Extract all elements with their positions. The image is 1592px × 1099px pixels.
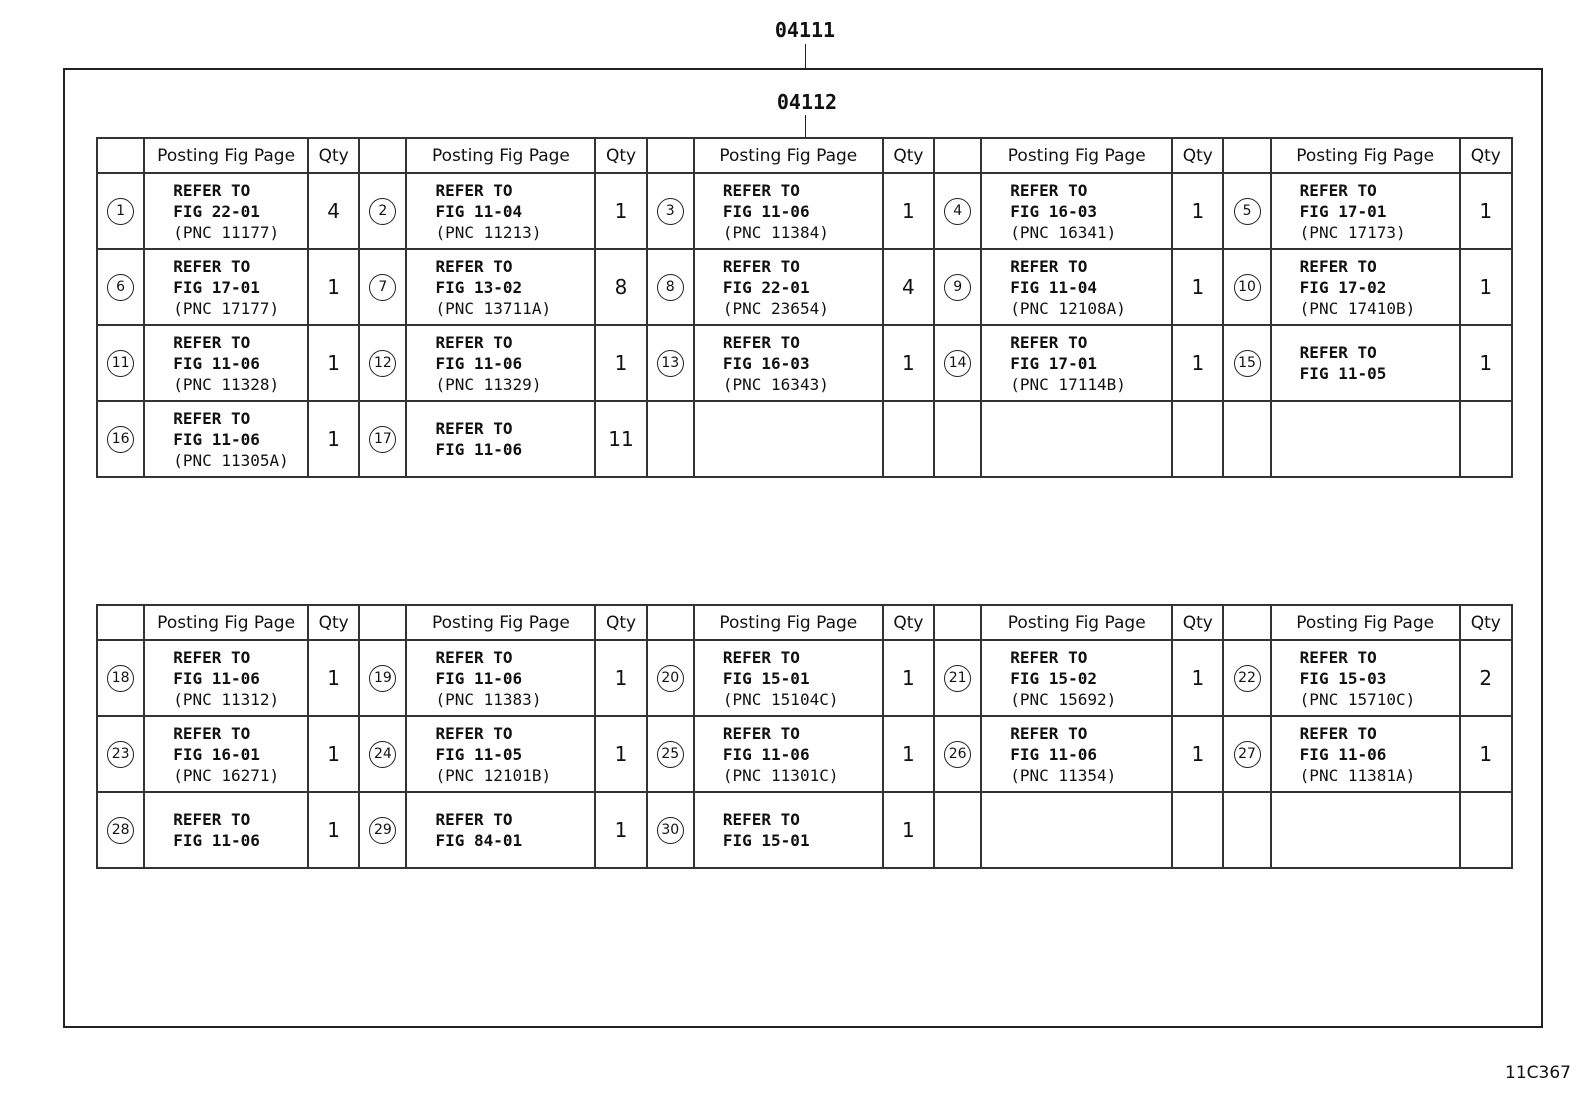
assembly-code: 04111 [774,18,836,42]
fig-reference: FIG 11-06 [435,353,523,373]
refer-to-text: REFER TO [722,810,800,829]
qty-cell [1172,792,1223,868]
pnc-number: (PNC 23654) [722,298,829,318]
posting-fig-page-cell [694,401,883,477]
fig-reference: FIG 11-06 [173,429,260,449]
pnc-number: (PNC 11329) [435,374,542,394]
circled-ref-number: 23 [107,741,134,768]
qty-cell: 1 [883,716,934,792]
posting-fig-page-cell [406,792,595,868]
refer-to-text: REFER TO [435,256,513,276]
pnc-number: (PNC 17177) [173,298,280,318]
fig-reference: FIG 17-01 [1010,353,1097,373]
fig-reference: FIG 22-01 [722,277,810,297]
ref-number-cell [934,249,981,325]
ref-number-cell [934,325,981,401]
refer-to-text: REFER TO [1299,180,1377,200]
table-row [97,249,1512,325]
qty-cell: 1 [883,640,934,716]
posting-fig-page-cell [406,325,595,401]
refer-to-text: REFER TO [435,419,513,438]
ref-number-cell [1223,640,1270,716]
refer-to-text: REFER TO [1299,343,1377,362]
qty-cell: 1 [883,325,934,401]
ref-number-cell [934,716,981,792]
ref-number-cell [647,716,694,792]
header-posting-fig-page: Posting Fig Page [694,605,883,640]
header-posting-fig-page: Posting Fig Page [981,138,1172,173]
header-qty: Qty [1460,138,1512,173]
circled-ref-number: 10 [1234,274,1261,301]
header-posting-fig-page: Posting Fig Page [406,138,595,173]
qty-cell: 1 [308,640,359,716]
refer-to-text: REFER TO [1010,256,1088,276]
posting-fig-page-cell [981,401,1172,477]
pnc-number: (PNC 16341) [1010,222,1117,242]
refer-to-text: REFER TO [435,723,513,743]
header-ref-number-blank [97,138,144,173]
qty-cell: 1 [883,173,934,249]
fig-reference: FIG 22-01 [173,201,260,221]
qty-cell: 11 [595,401,646,477]
header-qty: Qty [1460,605,1512,640]
pnc-number: (PNC 11312) [173,689,280,709]
ref-number-cell [647,249,694,325]
qty-cell: 1 [1172,173,1223,249]
header-ref-number-blank [359,138,406,173]
qty-cell: 4 [308,173,359,249]
qty-cell: 1 [883,792,934,868]
ref-number-cell [97,249,144,325]
posting-fig-page-cell [1271,716,1460,792]
ref-number-cell [1223,325,1270,401]
pnc-number: (PNC 11177) [173,222,280,242]
qty-cell [1460,401,1512,477]
pnc-number: (PNC 16271) [173,765,280,785]
ref-number-cell [1223,716,1270,792]
pnc-number: (PNC 17410B) [1299,298,1416,318]
qty-cell: 1 [1460,325,1512,401]
pnc-number: (PNC 13711A) [435,298,552,318]
posting-fig-page-cell [1271,401,1460,477]
refer-to-text: REFER TO [435,332,513,352]
ref-number-cell [934,640,981,716]
refer-to-text: REFER TO [722,180,800,200]
refer-to-text: REFER TO [173,647,251,667]
ref-number-cell [647,325,694,401]
refer-to-text: REFER TO [173,723,251,743]
fig-reference: FIG 11-05 [1299,364,1387,383]
header-ref-number-blank [647,605,694,640]
fig-reference: FIG 11-06 [435,668,523,688]
ref-number-cell [647,640,694,716]
header-qty: Qty [1172,138,1223,173]
table-header-row [97,605,1512,640]
pnc-number: (PNC 12101B) [435,765,552,785]
header-ref-number-blank [647,138,694,173]
ref-number-cell [97,792,144,868]
refer-to-text: REFER TO [1299,647,1377,667]
pnc-number: (PNC 11384) [722,222,829,242]
figure-code: 11C367 [1505,1063,1571,1083]
qty-cell: 1 [308,249,359,325]
header-qty: Qty [595,605,646,640]
qty-cell [1172,401,1223,477]
parts-reference-table-upper [96,137,1513,478]
table-row [97,173,1512,249]
refer-to-text: REFER TO [435,810,513,829]
ref-number-cell [647,792,694,868]
ref-number-cell [359,716,406,792]
subassembly-code: 04112 [776,90,838,114]
qty-cell: 1 [1460,249,1512,325]
refer-to-text: REFER TO [173,408,251,428]
refer-to-text: REFER TO [173,332,251,352]
circled-ref-number: 27 [1234,741,1261,768]
fig-reference: FIG 16-01 [173,744,260,764]
refer-to-text: REFER TO [722,256,800,276]
circled-ref-number: 11 [107,350,134,377]
posting-fig-page-cell [406,401,595,477]
table-row [97,325,1512,401]
ref-number-cell [934,792,981,868]
circled-ref-number: 3 [657,198,684,225]
qty-cell: 1 [595,173,646,249]
circled-ref-number: 13 [657,350,684,377]
posting-fig-page-cell [406,249,595,325]
refer-to-text: REFER TO [1299,256,1377,276]
header-qty: Qty [1172,605,1223,640]
pnc-number: (PNC 12108A) [1010,298,1126,318]
ref-number-cell [1223,173,1270,249]
circled-ref-number: 21 [944,665,971,692]
refer-to-text: REFER TO [173,180,251,200]
qty-cell: 1 [1172,716,1223,792]
qty-cell: 1 [595,640,646,716]
refer-to-text: REFER TO [1010,723,1088,743]
refer-to-text: REFER TO [1010,332,1088,352]
ref-number-cell [359,401,406,477]
posting-fig-page-cell [981,792,1172,868]
posting-fig-page-cell [981,640,1172,716]
posting-fig-page-cell [406,640,595,716]
circled-ref-number: 29 [369,817,396,844]
ref-number-cell [359,173,406,249]
qty-cell: 1 [595,325,646,401]
ref-number-cell [934,401,981,477]
fig-reference: FIG 15-02 [1010,668,1097,688]
ref-number-cell [359,249,406,325]
posting-fig-page-cell [694,640,883,716]
qty-cell: 1 [308,792,359,868]
table-row [97,716,1512,792]
fig-reference: FIG 11-06 [173,353,260,373]
ref-number-cell [97,325,144,401]
fig-reference: FIG 11-04 [435,201,523,221]
circled-ref-number: 17 [369,426,396,453]
header-posting-fig-page: Posting Fig Page [144,138,308,173]
circled-ref-number: 18 [107,665,134,692]
pnc-number: (PNC 11213) [435,222,542,242]
header-ref-number-blank [934,138,981,173]
fig-reference: FIG 11-04 [1010,277,1097,297]
qty-cell: 8 [595,249,646,325]
circled-ref-number: 16 [107,426,134,453]
pnc-number: (PNC 17173) [1299,222,1406,242]
fig-reference: FIG 16-03 [1010,201,1097,221]
posting-fig-page-cell [1271,640,1460,716]
header-posting-fig-page: Posting Fig Page [981,605,1172,640]
posting-fig-page-cell [981,249,1172,325]
posting-fig-page-cell [144,249,308,325]
table-row [97,640,1512,716]
refer-to-text: REFER TO [1010,180,1088,200]
posting-fig-page-cell [694,173,883,249]
qty-cell: 1 [1460,173,1512,249]
posting-fig-page-cell [694,716,883,792]
fig-reference: FIG 84-01 [435,831,523,850]
posting-fig-page-cell [1271,249,1460,325]
circled-ref-number: 9 [944,274,971,301]
circled-ref-number: 20 [657,665,684,692]
refer-to-text: REFER TO [173,256,251,276]
fig-reference: FIG 11-06 [435,440,523,459]
header-ref-number-blank [359,605,406,640]
circled-ref-number: 4 [944,198,971,225]
qty-cell: 2 [1460,640,1512,716]
header-posting-fig-page: Posting Fig Page [1271,605,1460,640]
fig-reference: FIG 15-01 [722,668,810,688]
fig-reference: FIG 16-03 [722,353,810,373]
pnc-number: (PNC 15710C) [1299,689,1416,709]
ref-number-cell [97,401,144,477]
subassembly-leader-line [805,115,806,137]
qty-cell: 1 [1172,325,1223,401]
ref-number-cell [97,173,144,249]
posting-fig-page-cell [144,792,308,868]
ref-number-cell [647,401,694,477]
circled-ref-number: 25 [657,741,684,768]
qty-cell: 1 [308,716,359,792]
qty-cell: 1 [308,401,359,477]
fig-reference: FIG 17-01 [173,277,260,297]
circled-ref-number: 22 [1234,665,1261,692]
pnc-number: (PNC 11354) [1010,765,1117,785]
fig-reference: FIG 13-02 [435,277,523,297]
table-row [97,401,1512,477]
posting-fig-page-cell [144,640,308,716]
fig-reference: FIG 15-03 [1299,668,1387,688]
posting-fig-page-cell [1271,173,1460,249]
header-qty: Qty [883,138,934,173]
posting-fig-page-cell [144,401,308,477]
assembly-leader-line [805,44,806,68]
qty-cell: 1 [1460,716,1512,792]
qty-cell: 4 [883,249,934,325]
circled-ref-number: 12 [369,350,396,377]
posting-fig-page-cell [694,249,883,325]
posting-fig-page-cell [694,792,883,868]
pnc-number: (PNC 16343) [722,374,829,394]
refer-to-text: REFER TO [435,647,513,667]
refer-to-text: REFER TO [722,723,800,743]
pnc-number: (PNC 11305A) [173,450,289,470]
circled-ref-number: 15 [1234,350,1261,377]
pnc-number: (PNC 11328) [173,374,280,394]
circled-ref-number: 1 [107,198,134,225]
circled-ref-number: 5 [1234,198,1261,225]
circled-ref-number: 28 [107,817,134,844]
posting-fig-page-cell [144,716,308,792]
header-qty: Qty [308,605,359,640]
ref-number-cell [1223,792,1270,868]
ref-number-cell [359,640,406,716]
header-qty: Qty [308,138,359,173]
posting-fig-page-cell [406,173,595,249]
posting-fig-page-cell [981,325,1172,401]
qty-cell: 1 [595,716,646,792]
fig-reference: FIG 11-06 [722,201,810,221]
fig-reference: FIG 11-06 [1010,744,1097,764]
header-qty: Qty [595,138,646,173]
circled-ref-number: 30 [657,817,684,844]
circled-ref-number: 6 [107,274,134,301]
qty-cell [1460,792,1512,868]
posting-fig-page-cell [981,716,1172,792]
refer-to-text: REFER TO [722,647,800,667]
refer-to-text: REFER TO [1299,723,1377,743]
fig-reference: FIG 15-01 [722,831,810,850]
pnc-number: (PNC 17114B) [1010,374,1126,394]
circled-ref-number: 19 [369,665,396,692]
header-ref-number-blank [1223,138,1270,173]
posting-fig-page-cell [1271,325,1460,401]
ref-number-cell [97,640,144,716]
ref-number-cell [359,792,406,868]
ref-number-cell [1223,401,1270,477]
fig-reference: FIG 11-06 [722,744,810,764]
table-row [97,792,1512,868]
qty-cell [883,401,934,477]
circled-ref-number: 14 [944,350,971,377]
circled-ref-number: 2 [369,198,396,225]
header-ref-number-blank [97,605,144,640]
fig-reference: FIG 17-01 [1299,201,1387,221]
circled-ref-number: 7 [369,274,396,301]
ref-number-cell [1223,249,1270,325]
ref-number-cell [359,325,406,401]
header-posting-fig-page: Posting Fig Page [406,605,595,640]
posting-fig-page-cell [144,173,308,249]
fig-reference: FIG 17-02 [1299,277,1387,297]
header-ref-number-blank [934,605,981,640]
refer-to-text: REFER TO [1010,647,1088,667]
circled-ref-number: 26 [944,741,971,768]
header-posting-fig-page: Posting Fig Page [144,605,308,640]
ref-number-cell [934,173,981,249]
posting-fig-page-cell [144,325,308,401]
pnc-number: (PNC 15104C) [722,689,839,709]
header-posting-fig-page: Posting Fig Page [1271,138,1460,173]
posting-fig-page-cell [981,173,1172,249]
ref-number-cell [647,173,694,249]
refer-to-text: REFER TO [435,180,513,200]
table-header-row [97,138,1512,173]
header-posting-fig-page: Posting Fig Page [694,138,883,173]
qty-cell: 1 [1172,640,1223,716]
pnc-number: (PNC 15692) [1010,689,1117,709]
header-qty: Qty [883,605,934,640]
qty-cell: 1 [308,325,359,401]
pnc-number: (PNC 11383) [435,689,542,709]
header-ref-number-blank [1223,605,1270,640]
fig-reference: FIG 11-06 [1299,744,1387,764]
refer-to-text: REFER TO [722,332,800,352]
fig-reference: FIG 11-05 [435,744,523,764]
qty-cell: 1 [595,792,646,868]
circled-ref-number: 24 [369,741,396,768]
parts-reference-table-lower [96,604,1513,869]
pnc-number: (PNC 11381A) [1299,765,1416,785]
fig-reference: FIG 11-06 [173,831,260,850]
posting-fig-page-cell [406,716,595,792]
qty-cell: 1 [1172,249,1223,325]
pnc-number: (PNC 11301C) [722,765,839,785]
ref-number-cell [97,716,144,792]
posting-fig-page-cell [1271,792,1460,868]
fig-reference: FIG 11-06 [173,668,260,688]
posting-fig-page-cell [694,325,883,401]
refer-to-text: REFER TO [173,810,251,829]
circled-ref-number: 8 [657,274,684,301]
